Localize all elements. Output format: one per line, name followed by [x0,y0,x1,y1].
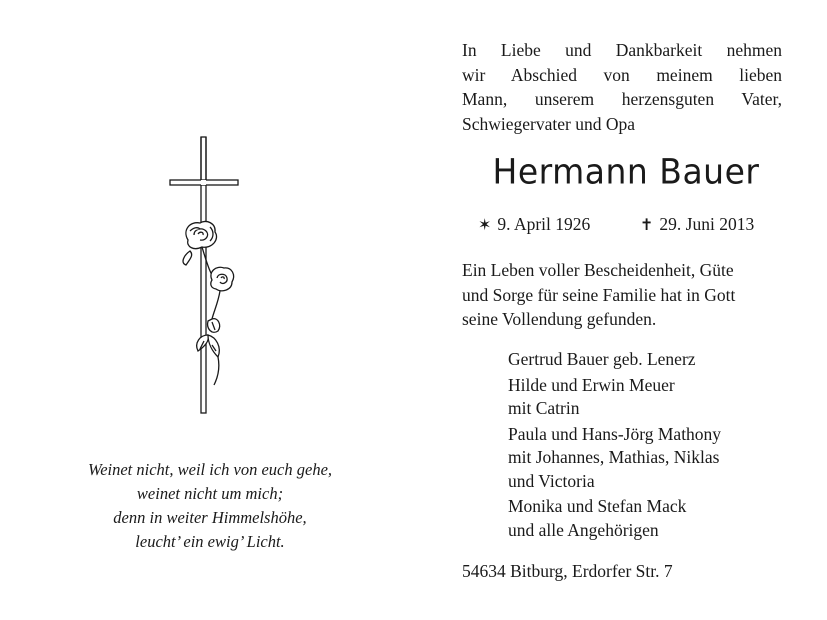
mourner-group [508,423,788,494]
birth-date [478,214,590,235]
intro-line: wir Abschied von meinem lieben [462,64,782,85]
intro-line: In Liebe und Dankbarkeit nehmen [462,40,782,60]
mourner-line: und Victoria [508,470,595,491]
intro-line: Mann, unserem herzensguten Vater, [462,89,782,109]
poem-line: Weinet nicht, weil ich von euch gehe, [87,460,333,479]
address: 54634 Bitburg, Erdorfer Str. 7 [462,561,673,581]
death-cross-icon: ✝ [640,215,654,234]
tribute-line: seine Vollendung gefunden. [462,309,657,329]
birth-star-icon: ✶ [478,215,492,234]
mourner-line: Hilde und Erwin Meuer [508,374,675,395]
mourner-group [508,374,788,421]
poem-line: weinet nicht um mich; [136,484,284,503]
mourner-group [508,495,788,542]
tribute-line: und Sorge für seine Familie hat in Gott [462,284,736,305]
cross-with-roses-icon [160,135,260,420]
birth-date-text: 9. April 1926 [497,214,591,234]
mourner-line: mit Johannes, Mathias, Niklas [508,447,720,467]
poem [30,458,390,554]
mourner-line: Gertrud Bauer geb. Lenerz [508,349,696,369]
mourner-line: und alle Angehörigen [508,519,659,540]
death-date [640,214,754,235]
left-panel [0,0,410,620]
right-panel [462,0,792,620]
poem-line: leucht’ ein ewig’ Licht. [135,532,285,551]
death-date-text: 29. Juni 2013 [659,214,755,234]
mourner-group [508,348,788,372]
deceased-name: Hermann Bauer [492,151,760,192]
tribute-text [462,258,782,332]
mourner-line: Paula und Hans-Jörg Mathony [508,423,722,444]
intro-line: Schwiegervater und Opa [462,113,635,134]
mourner-line: Monika und Stefan Mack [508,496,687,516]
tribute-line: Ein Leben voller Bescheidenheit, Güte [462,260,734,280]
poem-line: denn in weiter Himmelshöhe, [113,508,307,527]
mourner-line: mit Catrin [508,398,580,418]
intro-text [462,38,782,136]
mourners-list [508,348,788,544]
